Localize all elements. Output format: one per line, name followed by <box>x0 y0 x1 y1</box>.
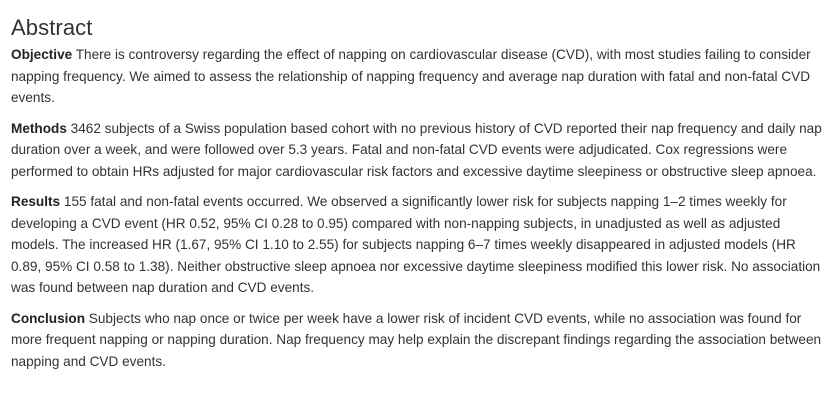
conclusion-text: Subjects who nap once or twice per week have a lower risk of incident CVD events, while no association was found for more frequent napping or napping duration. Nap frequency may help explain the discrepant findings regarding the association between napping and CVD events. <box>11 310 822 369</box>
results-paragraph <box>11 191 826 299</box>
methods-paragraph <box>11 118 826 183</box>
results-text: 155 fatal and non-fatal events occurred. We observed a significantly lower risk for subjects napping 1–2 times weekly for developing a CVD event (HR 0.52, 95% CI 0.28 to 0.95) compared with non-napping subjects, in unadjusted as well as adjusted models. The increased HR (1.67, 95% CI 1.10 to 2.55) for subjects napping 6–7 times weekly disappeared in adjusted models (HR 0.89, 95% CI 0.58 to 1.38). Neither obstructive sleep apnoea nor excessive daytime sleepiness modified this lower risk. No association was found between nap duration and CVD events. <box>11 194 821 295</box>
conclusion-paragraph <box>11 308 826 373</box>
methods-text: 3462 subjects of a Swiss population based cohort with no previous history of CVD reported their nap frequency and daily nap duration over a week, and were followed over 5.3 years. Fatal and non-fatal CVD events were adjudicated. Cox regressions were performed to obtain HRs adjusted for major cardiovascular risk factors and excessive daytime sleepiness or obstructive sleep apnoea. <box>11 120 822 179</box>
objective-paragraph <box>11 44 826 109</box>
abstract-title: Abstract <box>11 15 93 40</box>
objective-heading: Objective <box>11 47 73 62</box>
results-heading: Results <box>11 194 61 209</box>
conclusion-heading: Conclusion <box>11 310 86 326</box>
objective-text: There is controversy regarding the effect of napping on cardiovascular disease (CVD), with most studies failing to consider napping frequency. We aimed to assess the relationship of napping frequency and average nap duration with fatal and non-fatal CVD events. <box>11 47 811 105</box>
methods-heading: Methods <box>11 120 67 136</box>
